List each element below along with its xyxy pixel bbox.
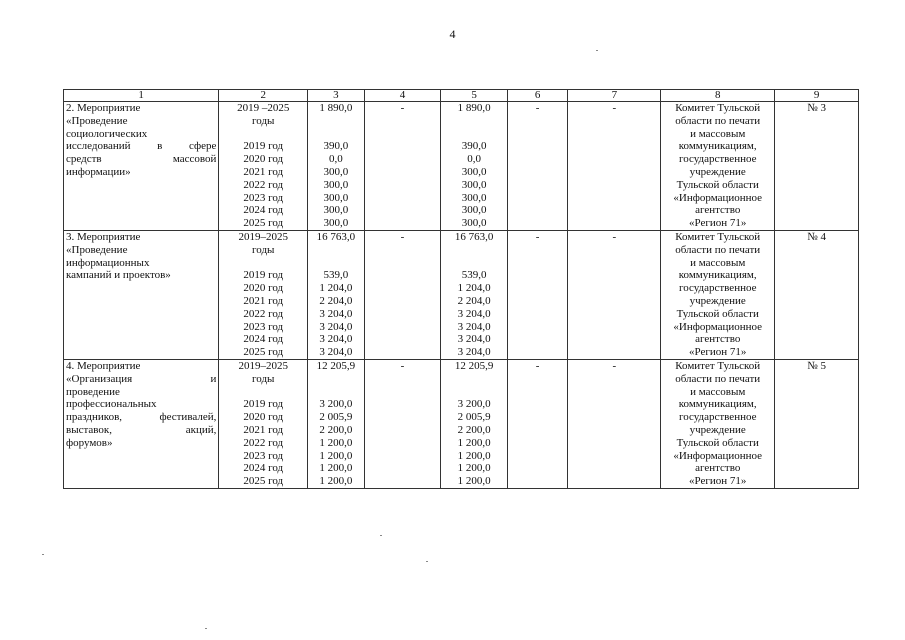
spacer <box>221 128 305 141</box>
event-name-line: информации» <box>66 165 131 178</box>
funding-year-value: 3 204,0 <box>319 333 353 346</box>
period-label: 2019 –2025 <box>237 102 290 114</box>
regional-year-value: 3 204,0 <box>457 346 491 359</box>
funding-year-value: 300,0 <box>323 204 349 217</box>
table-row <box>64 230 859 359</box>
executor-line: и массовым <box>690 385 746 398</box>
executor-line: «Информационное <box>673 320 763 333</box>
executor-line: коммуникациям, <box>678 398 757 411</box>
event-name-line: «Проведение <box>66 114 128 127</box>
year-label: 2022 год <box>243 178 284 191</box>
spacer <box>443 244 505 257</box>
indicator-cell: № 5 <box>775 359 859 488</box>
executor-line: государственное <box>678 282 757 295</box>
event-name-word: сфере <box>188 140 217 153</box>
spacer <box>443 257 505 270</box>
year-label: 2020 год <box>243 411 284 424</box>
event-name-word: праздников, <box>66 411 123 424</box>
regional-year-value: 3 200,0 <box>457 398 491 411</box>
year-label: 2019 год <box>243 269 284 282</box>
federal-budget-cell: - <box>364 102 441 231</box>
event-name-line <box>66 153 216 166</box>
period-cell <box>219 359 308 488</box>
spacer <box>310 128 361 141</box>
spacer <box>310 386 361 399</box>
funding-total: 1 890,0 <box>319 102 353 114</box>
regional-year-value: 300,0 <box>461 217 487 230</box>
executor-line: «Регион 71» <box>689 217 747 230</box>
year-label: 2021 год <box>243 165 284 178</box>
regional-budget-cell <box>441 230 508 359</box>
event-name-word: и <box>210 372 217 385</box>
year-label: 2020 год <box>243 282 284 295</box>
funding-year-value: 3 204,0 <box>319 320 353 333</box>
funding-year-value: 3 204,0 <box>319 346 353 359</box>
regional-year-value: 2 200,0 <box>457 423 491 436</box>
event-name-line <box>66 373 216 386</box>
event-name-line: форумов» <box>66 436 113 449</box>
executor-line: «Регион 71» <box>689 346 747 359</box>
event-name-word: «Организация <box>66 372 133 385</box>
event-name-line <box>66 140 216 153</box>
regional-total: 1 890,0 <box>457 102 491 114</box>
column-header: 7 <box>568 90 661 102</box>
period-label: годы <box>252 114 275 127</box>
year-label: 2023 год <box>243 191 284 204</box>
spacer <box>310 244 361 257</box>
executor-line: государственное <box>678 153 757 166</box>
event-name-line: 2. Мероприятие <box>66 102 141 114</box>
spacer <box>221 257 305 270</box>
extrabudget-cell: - <box>568 359 661 488</box>
table-row <box>64 359 859 488</box>
regional-year-value: 1 200,0 <box>457 475 491 488</box>
year-label: 2020 год <box>243 153 284 166</box>
regional-year-value: 1 200,0 <box>457 449 491 462</box>
funding-total: 16 763,0 <box>316 230 356 243</box>
event-name-line: профессиональных <box>66 398 157 411</box>
regional-year-value: 1 204,0 <box>457 282 491 295</box>
scan-speck <box>205 628 207 629</box>
spacer <box>443 373 505 386</box>
event-name-line: 4. Мероприятие <box>66 359 141 372</box>
funding-year-value: 1 200,0 <box>319 462 353 475</box>
scan-speck <box>42 554 44 555</box>
regional-year-value: 2 204,0 <box>457 294 491 307</box>
table-row <box>64 102 859 231</box>
funding-year-value: 1 200,0 <box>319 436 353 449</box>
column-header: 4 <box>364 90 441 102</box>
executor-line: агентство <box>695 462 741 475</box>
funding-year-value: 3 204,0 <box>319 307 353 320</box>
extrabudget-cell: - <box>568 230 661 359</box>
period-cell <box>219 102 308 231</box>
executor-cell <box>661 359 775 488</box>
funding-year-value: 1 200,0 <box>319 475 353 488</box>
executor-line: коммуникациям, <box>678 269 757 282</box>
executor-line: Комитет Тульской <box>675 102 761 114</box>
event-name-word: акций, <box>185 423 217 436</box>
period-label: 2019–2025 <box>238 359 288 372</box>
scan-speck <box>596 50 598 51</box>
executor-line: агентство <box>695 204 741 217</box>
funding-year-value: 300,0 <box>323 165 349 178</box>
funding-total-cell <box>308 359 364 488</box>
executor-line: коммуникациям, <box>678 140 757 153</box>
event-name-cell <box>64 359 219 488</box>
regional-year-value: 3 204,0 <box>457 333 491 346</box>
spacer <box>443 115 505 128</box>
spacer <box>310 373 361 386</box>
column-header: 5 <box>441 90 508 102</box>
indicator-cell: № 3 <box>775 102 859 231</box>
executor-line: Тульской области <box>676 436 759 449</box>
column-header: 3 <box>308 90 364 102</box>
funding-year-value: 539,0 <box>323 269 349 282</box>
column-header: 1 <box>64 90 219 102</box>
year-label: 2019 год <box>243 398 284 411</box>
funding-year-value: 2 005,9 <box>319 411 353 424</box>
regional-year-value: 0,0 <box>467 153 481 166</box>
executor-line: области по печати <box>675 372 761 385</box>
event-name-cell <box>64 230 219 359</box>
regional-year-value: 539,0 <box>461 269 487 282</box>
year-label: 2023 год <box>243 449 284 462</box>
column-header: 8 <box>661 90 775 102</box>
regional-year-value: 2 005,9 <box>457 411 491 424</box>
period-label: 2019–2025 <box>238 230 288 243</box>
scan-speck <box>380 535 382 536</box>
regional-year-value: 300,0 <box>461 165 487 178</box>
local-budget-cell: - <box>507 230 568 359</box>
executor-line: области по печати <box>675 243 761 256</box>
federal-budget-cell: - <box>364 359 441 488</box>
funding-year-value: 390,0 <box>323 140 349 153</box>
event-name-line: кампаний и проектов» <box>66 269 171 282</box>
period-label: годы <box>252 243 275 256</box>
program-table <box>63 89 859 489</box>
spacer <box>221 386 305 399</box>
spacer <box>443 128 505 141</box>
funding-year-value: 1 204,0 <box>319 282 353 295</box>
regional-year-value: 3 204,0 <box>457 320 491 333</box>
funding-year-value: 300,0 <box>323 217 349 230</box>
year-label: 2024 год <box>243 333 284 346</box>
header-row <box>64 90 859 102</box>
event-name-line: проведение <box>66 385 120 398</box>
page-number: 4 <box>449 27 456 41</box>
event-name-cell <box>64 102 219 231</box>
regional-total: 16 763,0 <box>454 230 494 243</box>
year-label: 2021 год <box>243 294 284 307</box>
event-name-line: социологических <box>66 127 148 140</box>
funding-year-value: 2 200,0 <box>319 423 353 436</box>
funding-year-value: 2 204,0 <box>319 294 353 307</box>
executor-line: Тульской области <box>676 307 759 320</box>
regional-budget-cell <box>441 359 508 488</box>
column-header: 6 <box>507 90 568 102</box>
indicator-cell: № 4 <box>775 230 859 359</box>
executor-line: учреждение <box>689 294 746 307</box>
executor-line: учреждение <box>689 165 746 178</box>
year-label: 2022 год <box>243 307 284 320</box>
year-label: 2023 год <box>243 320 284 333</box>
event-name-line: информационных <box>66 256 150 269</box>
executor-cell <box>661 102 775 231</box>
year-label: 2019 год <box>243 140 284 153</box>
event-name-line: 3. Мероприятие <box>66 230 141 243</box>
funding-year-value: 0,0 <box>329 153 343 166</box>
spacer <box>443 386 505 399</box>
year-label: 2021 год <box>243 423 284 436</box>
funding-year-value: 3 200,0 <box>319 398 353 411</box>
local-budget-cell: - <box>507 359 568 488</box>
regional-year-value: 300,0 <box>461 204 487 217</box>
regional-year-value: 300,0 <box>461 191 487 204</box>
year-label: 2025 год <box>243 475 284 488</box>
executor-line: «Информационное <box>673 191 763 204</box>
executor-line: Комитет Тульской <box>675 359 761 372</box>
regional-year-value: 300,0 <box>461 178 487 191</box>
spacer <box>310 257 361 270</box>
executor-line: Тульской области <box>676 178 759 191</box>
regional-total: 12 205,9 <box>454 359 494 372</box>
period-cell <box>219 230 308 359</box>
period-label: годы <box>252 372 275 385</box>
regional-year-value: 1 200,0 <box>457 462 491 475</box>
executor-line: и массовым <box>690 256 746 269</box>
executor-line: учреждение <box>689 423 746 436</box>
column-header: 2 <box>219 90 308 102</box>
local-budget-cell: - <box>507 102 568 231</box>
executor-line: агентство <box>695 333 741 346</box>
year-label: 2025 год <box>243 217 284 230</box>
event-name-word: массовой <box>172 153 217 166</box>
year-label: 2025 год <box>243 346 284 359</box>
event-name-word: выставок, <box>66 423 113 436</box>
funding-total-cell <box>308 102 364 231</box>
executor-line: государственное <box>678 411 757 424</box>
executor-cell <box>661 230 775 359</box>
executor-line: Комитет Тульской <box>675 230 761 243</box>
event-name-line <box>66 424 216 437</box>
event-name-word: фестивалей, <box>159 411 217 424</box>
table-body <box>64 102 859 489</box>
event-name-line <box>66 411 216 424</box>
column-header: 9 <box>775 90 859 102</box>
year-label: 2024 год <box>243 462 284 475</box>
spacer <box>310 115 361 128</box>
funding-year-value: 1 200,0 <box>319 449 353 462</box>
event-name-line: «Проведение <box>66 243 128 256</box>
funding-total-cell <box>308 230 364 359</box>
federal-budget-cell: - <box>364 230 441 359</box>
extrabudget-cell: - <box>568 102 661 231</box>
year-label: 2022 год <box>243 436 284 449</box>
regional-year-value: 390,0 <box>461 140 487 153</box>
regional-year-value: 3 204,0 <box>457 307 491 320</box>
executor-line: и массовым <box>690 127 746 140</box>
event-name-word: исследований <box>66 140 131 153</box>
funding-total: 12 205,9 <box>316 359 356 372</box>
executor-line: «Регион 71» <box>689 475 747 488</box>
funding-year-value: 300,0 <box>323 178 349 191</box>
regional-year-value: 1 200,0 <box>457 436 491 449</box>
event-name-word: в <box>157 140 163 153</box>
funding-year-value: 300,0 <box>323 191 349 204</box>
scan-speck <box>426 561 428 562</box>
executor-line: «Информационное <box>673 449 763 462</box>
event-name-word: средств <box>66 153 102 166</box>
regional-budget-cell <box>441 102 508 231</box>
executor-line: области по печати <box>675 114 761 127</box>
year-label: 2024 год <box>243 204 284 217</box>
